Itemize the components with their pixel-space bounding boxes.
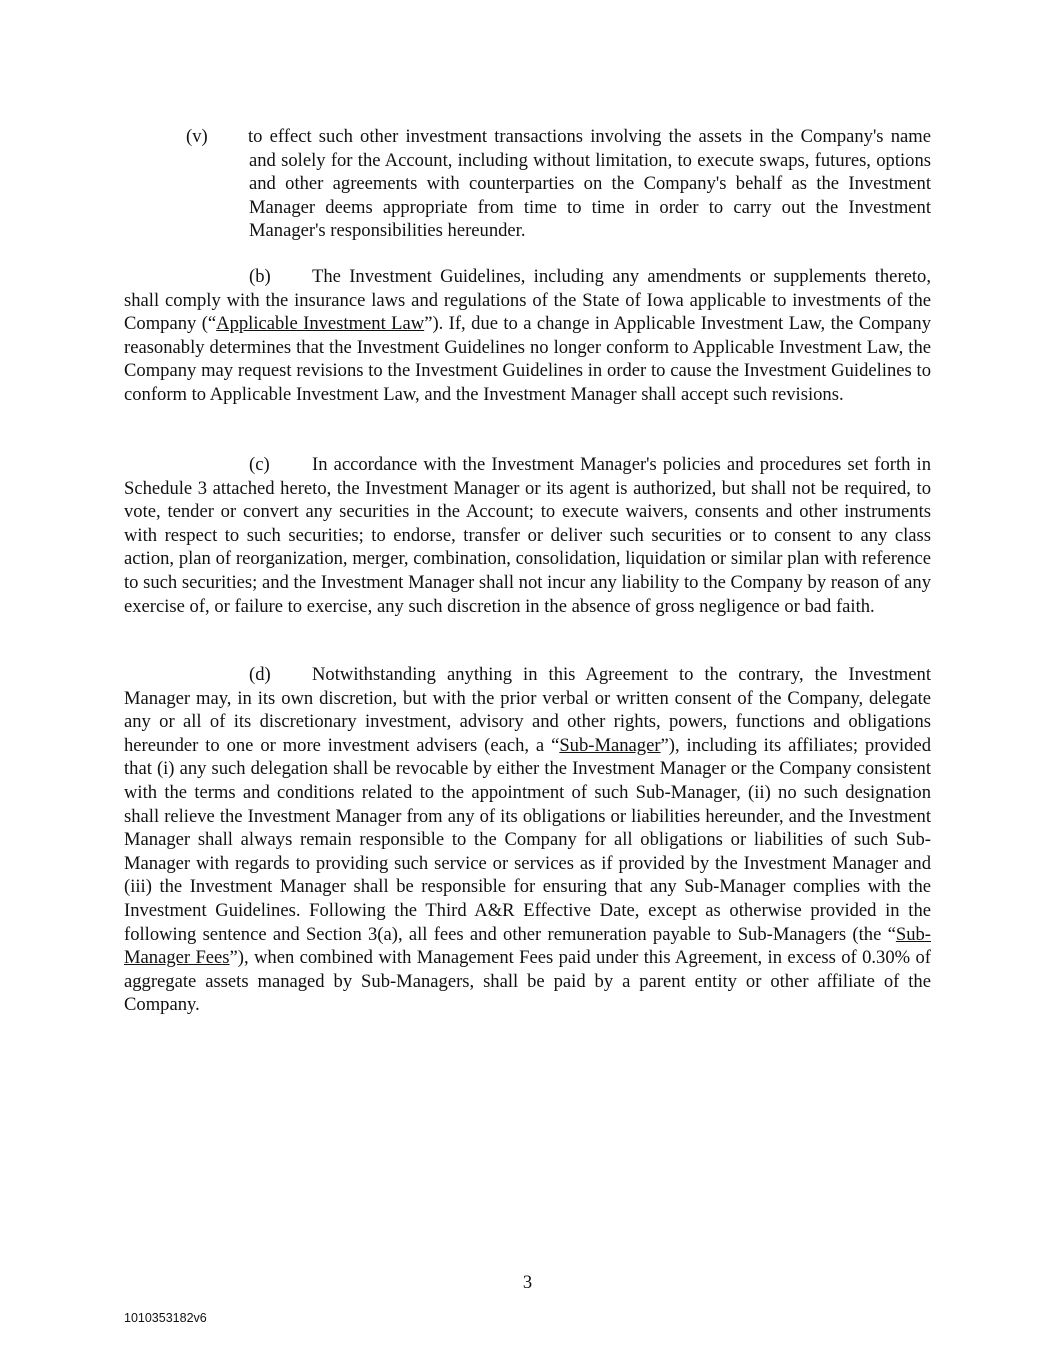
paragraph-label-c: (c) — [249, 454, 270, 475]
paragraph-a-v — [186, 125, 931, 243]
defined-term-sub-manager-fees: Sub-Manager Fees — [124, 923, 931, 969]
document-id: 1010353182v6 — [124, 1311, 207, 1325]
paragraph-text-v: to effect such other investment transactions involving the assets in the Company's name and solely for the Account, including without limitation, to execute swaps, futures, options and other agreements with counterparties on the Company's behalf as the Investment Manager deems appropriate from time to time in order to carry out the Investment Manager's responsibilities hereunder. — [248, 126, 931, 242]
paragraph-label-b: (b) — [249, 266, 271, 287]
paragraph-text-d-1: Notwithstanding anything in this Agreement to the contrary, the Investment Manager may, in its own discretion, but with the prior verbal or written consent of the Company, delegate any or all of its discretionary investment, advisory and other rights, powers, functions and obligations hereunder to one or more investment advisers (each, a “ — [124, 664, 931, 756]
paragraph-label-d: (d) — [249, 664, 271, 685]
paragraph-d — [124, 663, 931, 1017]
paragraph-c — [124, 453, 931, 618]
paragraph-text-d-2: ”), including its affiliates; provided that (i) any such delegation shall be revocable by either the Investment Manager or the Company consistent with the terms and conditions related to the appointment of such Sub-Manager, (ii) no such designation shall relieve the Investment Manager from any of its obligations or liabilities hereunder, and the Investment Manager shall always remain responsible to the Company for all obligations or liabilities of such Sub-Manager with regards to providing such service or services as if provided by the Investment Manager and (iii) the Investment Manager shall be responsible for ensuring that any Sub-Manager complies with the Investment Guidelines. Following the Third A&R Effective Date, except as otherwise provided in the following sentence and Section 3(a), all fees and other remuneration payable to Sub-Managers (the “ — [124, 734, 931, 945]
defined-term-applicable-investment-law: Applicable Investment Law — [216, 313, 425, 335]
paragraph-text-c: In accordance with the Investment Manager's policies and procedures set forth in Schedule 3 attached hereto, the Investment Manager or its agent is authorized, but shall not be required, to vote, tender or convert any securities in the Account; to execute waivers, consents and other instruments with respect to such securities; to endorse, transfer or deliver such securities or to consent to any class action, plan of reorganization, merger, combination, consolidation, liquidation or similar plan with reference to such securities; and the Investment Manager shall not incur any liability to the Company by reason of any exercise of, or failure to exercise, any such discretion in the absence of gross negligence or bad faith. — [124, 454, 931, 617]
paragraph-text-d-3: ”), when combined with Management Fees paid under this Agreement, in excess of 0.30% of aggregate assets managed by Sub-Managers, shall be paid by a parent entity or other affiliate of the Company. — [124, 947, 931, 1016]
page-number: 3 — [522, 1272, 533, 1293]
paragraph-text-b-1: The Investment Guidelines, including any amendments or supplements thereto, shall comply with the insurance laws and regulations of the State of Iowa applicable to investments of the Company (“ — [124, 266, 931, 335]
paragraph-label-v: (v) — [186, 126, 208, 147]
defined-term-sub-manager: Sub-Manager — [559, 734, 661, 756]
paragraph-b — [124, 265, 931, 407]
paragraph-text-b-2: ”). If, due to a change in Applicable Investment Law, the Company reasonably determines that the Investment Guidelines no longer conform to Applicable Investment Law, the Company may request revisions to the Investment Guidelines in order to cause the Investment Guidelines to conform to Applicable Investment Law, and the Investment Manager shall accept such revisions. — [124, 313, 931, 405]
